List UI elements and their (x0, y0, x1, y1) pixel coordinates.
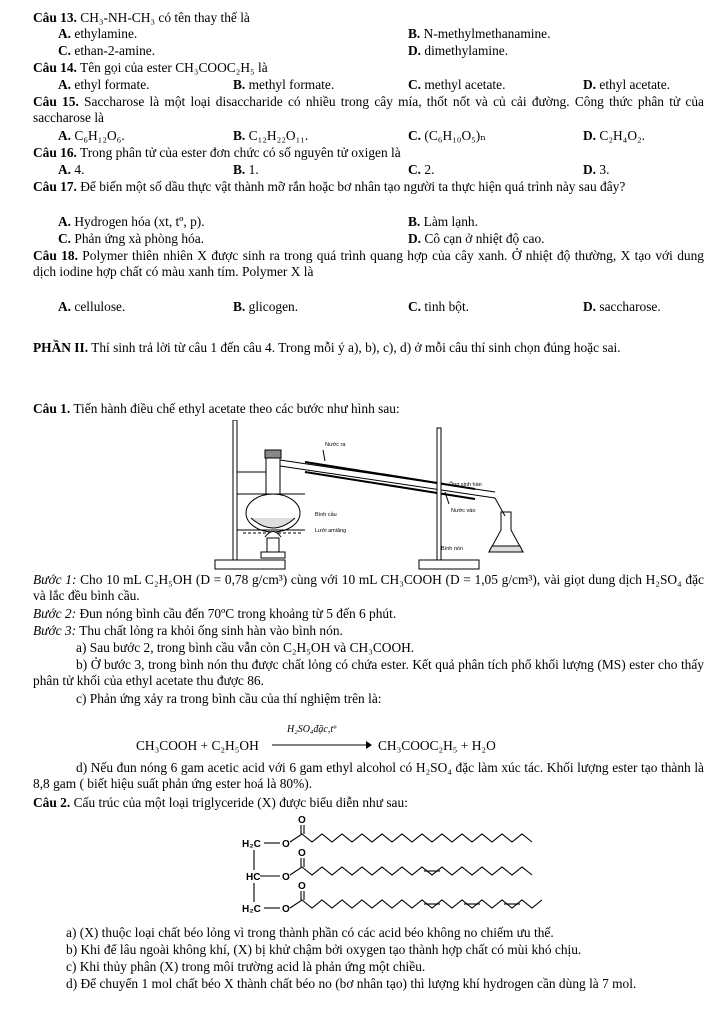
q18-option-d: D. saccharose. (583, 299, 661, 314)
question-13: Câu 13. CH₃-NH-CH₃ có tên thay thế là (33, 10, 250, 25)
step-1: Bước 1: Cho 10 mL C₂H₅OH (D = 0,78 g/cm³) cùng với 10 mL CH₃COOH (D = 1,05 g/cm³), vài giọt dung dịch H₂SO₄ đặc và lắc đều bình cầu. (33, 572, 704, 603)
svg-text:O: O (282, 904, 290, 915)
q17-option-d: D. Cô cạn ở nhiệt độ cao. (408, 231, 545, 246)
reaction-arrow (272, 740, 372, 750)
q13-option-b: B. N-methylmethanamine. (408, 26, 551, 41)
svg-text:O: O (298, 815, 306, 826)
question-15: Câu 15. Saccharose là một loại disaccharide có nhiều trong cây mía, thốt nốt và củ cải đường. Công thức phân tử của saccharose là (33, 94, 704, 125)
equation-left: CH₃COOH + C₂H₅OH (136, 738, 259, 753)
label-water-out: Nước ra (325, 442, 346, 448)
stand-rod-left (233, 420, 237, 560)
q15-option-c: C. (C₆H₁₀O₅)ₙ (408, 128, 487, 143)
q15-option-b: B. C₁₂H₂₂O₁₁. (233, 128, 309, 143)
q14-option-c: C. methyl acetate. (408, 77, 506, 92)
q18-option-c: C. tinh bột. (408, 299, 470, 314)
fatty-acid-chain-1 (290, 834, 532, 842)
q18-option-b: B. glicogen. (233, 299, 299, 314)
stand-base-left (215, 560, 285, 569)
label-round-flask: Bình cầu (315, 512, 337, 518)
q16-option-b: B. 1. (233, 162, 259, 177)
svg-text:O: O (298, 881, 306, 892)
stopper (265, 450, 281, 458)
q14-option-d: D. ethyl acetate. (583, 77, 671, 92)
q1-statement-a: a) Sau bước 2, trong bình cầu vẫn còn C₂H₅OH và CH₃COOH. (76, 640, 415, 655)
question-18: Câu 18. Polymer thiên nhiên X được sinh ra trong quá trình quang hợp của cây xanh. Ở nhiệt độ thường, X tạo với dung dịch iodine hợp chất có màu xanh tím. Polymer X là (33, 248, 704, 279)
svg-text:O: O (282, 872, 290, 883)
svg-text:H₂C: H₂C (242, 904, 261, 915)
equation-right: CH₃COOC₂H₅ + H₂O (378, 738, 496, 753)
q17-option-a: A. Hydrogen hóa (xt, tº, p). (58, 214, 205, 229)
q1-statement-c: c) Phản ứng xảy ra trong bình cầu của thí nghiệm trên là: (76, 691, 382, 706)
q16-option-c: C. 2. (408, 162, 435, 177)
q16-option-d: D. 3. (583, 162, 610, 177)
q2-statement-a: a) (X) thuộc loại chất béo lỏng vì trong thành phần có các acid béo không no chiếm ưu thế. (66, 925, 554, 940)
stand-rod-right (437, 428, 441, 560)
q15-option-a: A. C₆H₁₂O₆. (58, 128, 125, 143)
q17-option-c: C. Phản ứng xà phòng hóa. (58, 231, 205, 246)
q13-option-a: A. ethylamine. (58, 26, 138, 41)
q17-option-b: B. Làm lạnh. (408, 214, 478, 229)
step-2: Bước 2: Đun nóng bình cầu đến 70ºC trong khoảng từ 5 đến 6 phút. (33, 606, 397, 621)
fatty-acid-chain-2 (290, 867, 532, 875)
label-gauze: Lưới amiăng (315, 528, 347, 534)
svg-text:H₂C: H₂C (242, 839, 261, 850)
stand-base-right (419, 560, 479, 569)
q16-option-a: A. 4. (58, 162, 85, 177)
q1-statement-b: b) Ở bước 3, trong bình nón thu được chất lỏng có chứa ester. Kết quả phân tích phổ khối lượng (MS) ester cho thấy phân tử khối của ethyl acetate thu được 86. (33, 657, 704, 688)
triglyceride-structure-figure (240, 814, 560, 922)
part2-question-1: Câu 1. Tiến hành điều chế ethyl acetate theo các bước như hình sau: (33, 401, 400, 416)
q18-option-a: A. cellulose. (58, 299, 126, 314)
step-3: Bước 3: Thu chất lỏng ra khỏi ống sinh hàn vào bình nón. (33, 623, 343, 638)
burner (267, 538, 279, 552)
q13-option-c: C. ethan-2-amine. (58, 43, 156, 58)
equation-condition: H₂SO₄đặc,tº (287, 724, 337, 735)
q15-option-d: D. C₂H₄O₂. (583, 128, 646, 143)
distillation-apparatus-figure (205, 420, 535, 572)
svg-text:O: O (298, 848, 306, 859)
label-water-in: Nước vào (451, 508, 476, 514)
part-2-instructions: PHẦN II. Thí sinh trả lời từ câu 1 đến câu 4. Trong mỗi ý a), b), c), d) ở mỗi câu thí sinh chọn đúng hoặc sai. (33, 340, 621, 355)
question-17: Câu 17. Để biến một số dầu thực vật thành mỡ rắn hoặc bơ nhân tạo người ta thực hiện quá trình này sau đây? (33, 179, 626, 194)
question-16: Câu 16. Trong phân tử của ester đơn chức có số nguyên tử oxigen là (33, 145, 401, 160)
q2-statement-b: b) Khi để lâu ngoài không khí, (X) bị khử chậm bởi oxygen tạo thành hợp chất có mùi khó chịu. (66, 942, 582, 957)
q13-option-d: D. dimethylamine. (408, 43, 509, 58)
svg-text:HC: HC (246, 872, 261, 883)
q1-statement-d: d) Nếu đun nóng 6 gam acetic acid với 6 gam ethyl alcohol có H₂SO₄ đặc làm xúc tác. Khối lượng ester tạo thành là 8,8 gam ( biết hiệu suất phản ứng ester hoá là 80%). (33, 760, 704, 791)
label-conical-flask: Bình nón (441, 546, 464, 552)
part2-question-2: Câu 2. Cấu trúc của một loại triglyceride (X) được biểu diễn như sau: (33, 795, 408, 810)
question-14: Câu 14. Tên gọi của ester CH₃COOC₂H₅ là (33, 60, 268, 75)
q2-statement-c: c) Khi thủy phân (X) trong môi trường acid là phản ứng một chiều. (66, 959, 426, 974)
flask-neck (266, 456, 280, 496)
label-condenser: Ống sinh hàn (449, 482, 482, 488)
q2-statement-d: d) Để chuyển 1 mol chất béo X thành chất béo no (bơ nhân tạo) thì lượng khí hydrogen cần dùng là 7 mol. (66, 976, 637, 991)
q14-option-b: B. methyl formate. (233, 77, 335, 92)
q14-option-a: A. ethyl formate. (58, 77, 150, 92)
svg-text:O: O (282, 839, 290, 850)
